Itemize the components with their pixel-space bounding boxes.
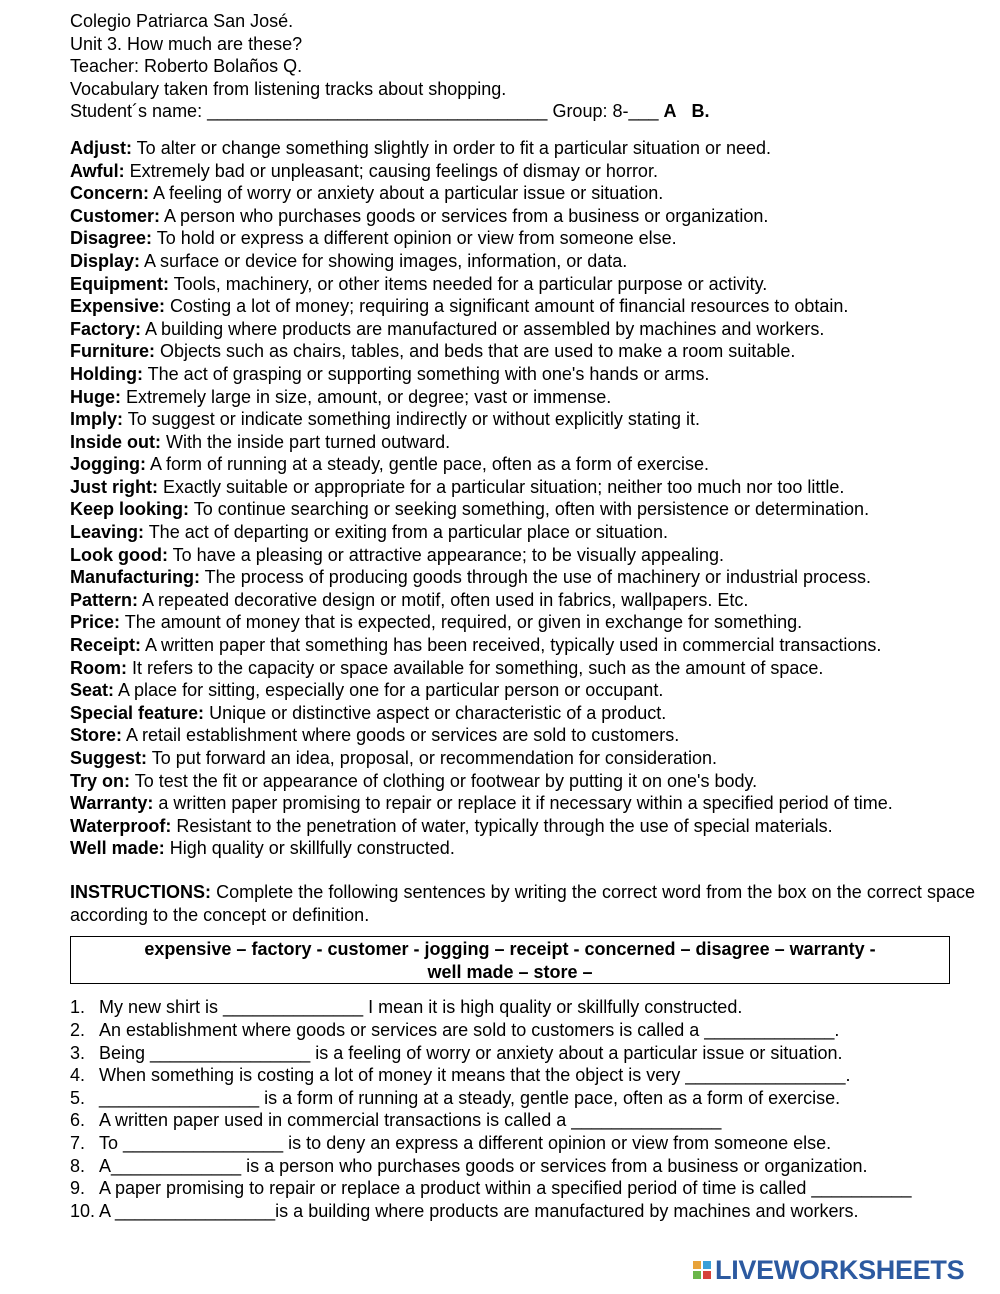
vocab-entry: [70, 498, 975, 521]
vocab-definition: Extremely large in size, amount, or degree; vast or immense.: [121, 386, 612, 407]
vocab-entry: [70, 657, 975, 680]
vocab-term: Well made:: [70, 838, 165, 859]
vocab-definition: A repeated decorative design or motif, often used in fabrics, wallpapers. Etc.: [138, 589, 749, 610]
worksheet-header: [70, 10, 975, 123]
vocab-definition: Exactly suitable or appropriate for a particular situation; neither too much nor too little.: [158, 476, 845, 497]
question-text[interactable]: A_____________ is a person who purchases goods or services from a business or organization.: [99, 1155, 868, 1176]
vocab-term: Furniture:: [70, 341, 155, 362]
vocab-term: Seat:: [70, 680, 115, 701]
word-box-line: well made – store –: [427, 961, 593, 982]
question-item: [70, 1064, 975, 1087]
question-number: 4.: [70, 1065, 86, 1086]
vocab-entry: [70, 837, 975, 860]
vocab-note: Vocabulary taken from listening tracks about shopping.: [70, 78, 507, 99]
vocab-term: Keep looking:: [70, 499, 190, 520]
vocab-term: Jogging:: [70, 454, 146, 475]
student-line: [70, 100, 975, 123]
vocab-definition: A surface or device for showing images, information, or data.: [140, 250, 628, 271]
question-text[interactable]: Being ________________ is a feeling of worry or anxiety about a particular issue or situation.: [99, 1042, 843, 1063]
question-text[interactable]: A paper promising to repair or replace a product within a specified period of time is called __________: [99, 1178, 912, 1199]
vocab-entry: [70, 318, 975, 341]
vocab-definition: To suggest or indicate something indirectly or without explicitly stating it.: [123, 409, 700, 430]
vocab-entry: [70, 250, 975, 273]
vocab-term: Look good:: [70, 544, 168, 565]
vocab-entry: [70, 521, 975, 544]
question-text[interactable]: When something is costing a lot of money it means that the object is very ________________.: [99, 1065, 851, 1086]
question-number: 8.: [70, 1155, 86, 1176]
question-number: 7.: [70, 1132, 86, 1153]
vocab-definition: A form of running at a steady, gentle pace, often as a form of exercise.: [145, 454, 709, 475]
question-text[interactable]: To ________________ is to deny an express a different opinion or view from someone else.: [99, 1132, 832, 1153]
question-number: 10.: [70, 1200, 96, 1221]
vocab-term: Manufacturing:: [70, 567, 200, 588]
question-number: 9.: [70, 1178, 86, 1199]
vocab-entry: [70, 611, 975, 634]
logo-text: LIVEWORKSHEETS: [715, 1254, 965, 1285]
question-number: 5.: [70, 1087, 86, 1108]
vocab-entry: [70, 815, 975, 838]
vocab-entry: [70, 453, 975, 476]
vocab-definition: A building where products are manufactured or assembled by machines and workers.: [141, 318, 825, 339]
vocab-term: Huge:: [70, 386, 121, 407]
vocab-term: Awful:: [70, 160, 125, 181]
vocab-term: Try on:: [70, 770, 131, 791]
question-item: [70, 1155, 975, 1178]
vocab-term: Display:: [70, 250, 141, 271]
vocab-term: Disagree:: [70, 228, 153, 249]
vocab-entry: [70, 634, 975, 657]
question-item: [70, 996, 975, 1019]
unit-title: Unit 3. How much are these?: [70, 33, 303, 54]
vocab-entry: [70, 566, 975, 589]
vocab-definition: It refers to the capacity or space available for something, such as the amount of space.: [127, 657, 824, 678]
vocab-entry: [70, 544, 975, 567]
vocab-definition: High quality or skillfully constructed.: [164, 838, 455, 859]
vocabulary-list: [70, 137, 975, 860]
vocab-term: Concern:: [70, 183, 150, 204]
question-item: [70, 1132, 975, 1155]
vocab-term: Receipt:: [70, 635, 142, 656]
vocab-entry: [70, 589, 975, 612]
question-number: 2.: [70, 1019, 86, 1040]
vocab-entry: [70, 792, 975, 815]
vocab-entry: [70, 205, 975, 228]
vocab-entry: [70, 363, 975, 386]
question-list: [70, 996, 975, 1222]
vocab-term: Just right:: [70, 476, 158, 497]
vocab-term: Room:: [70, 657, 127, 678]
question-item: [70, 1200, 975, 1223]
question-text[interactable]: A ________________is a building where products are manufactured by machines and workers.: [99, 1200, 859, 1221]
word-box: [70, 936, 950, 984]
vocab-entry: [70, 386, 975, 409]
vocab-term: Factory:: [70, 318, 142, 339]
vocab-term: Suggest:: [70, 748, 148, 768]
question-text[interactable]: My new shirt is ______________ I mean it is high quality or skillfully constructed.: [99, 997, 743, 1018]
vocab-definition: The act of grasping or supporting something with one's hands or arms.: [142, 363, 710, 384]
vocab-entry: [70, 273, 975, 296]
vocab-term: Warranty:: [70, 793, 154, 814]
vocab-definition: Objects such as chairs, tables, and beds that are used to make a room suitable.: [155, 341, 796, 362]
vocab-definition: The amount of money that is expected, required, or given in exchange for something.: [120, 612, 803, 633]
vocab-term: Equipment:: [70, 273, 169, 294]
question-number: 1.: [70, 997, 86, 1018]
vocab-definition: With the inside part turned outward.: [161, 431, 451, 452]
vocab-term: Expensive:: [70, 296, 166, 317]
vocab-entry: [70, 295, 975, 318]
vocab-definition: To test the fit or appearance of clothing or footwear by putting it on one's body.: [130, 770, 758, 791]
vocab-entry: [70, 702, 975, 725]
question-item: [70, 1087, 975, 1110]
vocab-entry: [70, 431, 975, 454]
vocab-definition: Tools, machinery, or other items needed for a particular purpose or activity.: [169, 273, 768, 294]
vocab-entry: [70, 340, 975, 363]
vocab-definition: a written paper promising to repair or replace it if necessary within a specified period of time.: [153, 793, 893, 814]
vocab-term: Store:: [70, 725, 123, 746]
question-number: 6.: [70, 1110, 86, 1131]
vocab-definition: To alter or change something slightly in order to fit a particular situation or need.: [132, 137, 772, 158]
vocab-term: Customer:: [70, 205, 161, 226]
vocab-term: Special feature:: [70, 702, 205, 723]
vocab-definition: Unique or distinctive aspect or characteristic of a product.: [204, 702, 667, 723]
vocab-definition: Resistant to the penetration of water, typically through the use of special materials.: [171, 815, 833, 836]
vocab-term: Pattern:: [70, 589, 139, 610]
question-text[interactable]: A written paper used in commercial transactions is called a _______________: [99, 1110, 722, 1131]
group-a: A: [663, 101, 677, 122]
vocab-entry: [70, 679, 975, 702]
vocab-definition: A place for sitting, especially one for a particular person or occupant.: [114, 680, 664, 701]
vocab-entry: [70, 747, 975, 770]
vocab-entry: [70, 476, 975, 499]
question-item: [70, 1019, 975, 1042]
group-b: B.: [691, 101, 710, 122]
liveworksheets-logo: [693, 1255, 964, 1285]
vocab-definition: A written paper that something has been received, typically used in commercial transactions.: [141, 635, 882, 656]
vocab-term: Holding:: [70, 363, 143, 384]
vocab-definition: Extremely bad or unpleasant; causing feelings of dismay or horror.: [124, 160, 658, 181]
vocab-definition: A feeling of worry or anxiety about a particular issue or situation.: [149, 183, 664, 204]
vocab-definition: Costing a lot of money; requiring a significant amount of financial resources to obtain.: [165, 296, 849, 317]
vocab-definition: To continue searching or seeking something, often with persistence or determination.: [189, 499, 870, 520]
worksheet-page: [70, 10, 975, 1222]
vocab-entry: [70, 227, 975, 250]
vocab-entry: [70, 160, 975, 183]
vocab-term: Price:: [70, 612, 121, 633]
vocab-entry: [70, 137, 975, 160]
question-item: [70, 1042, 975, 1065]
school-name: Colegio Patriarca San José.: [70, 11, 294, 31]
vocab-definition: The act of departing or exiting from a particular place or situation.: [144, 522, 668, 543]
vocab-definition: To have a pleasing or attractive appearance; to be visually appealing.: [167, 544, 725, 565]
vocab-definition: The process of producing goods through the use of machinery or industrial process.: [200, 567, 872, 588]
vocab-term: Inside out:: [70, 431, 161, 452]
vocab-definition: A person who purchases goods or services from a business or organization.: [160, 205, 769, 226]
teacher-name: Teacher: Roberto Bolaños Q.: [70, 56, 303, 77]
question-item: [70, 1109, 975, 1132]
vocab-definition: To hold or express a different opinion or view from someone else.: [152, 228, 677, 249]
question-item: [70, 1177, 975, 1200]
word-box-line: expensive – factory - customer - jogging – receipt - concerned – disagree – warranty -: [144, 939, 876, 960]
question-number: 3.: [70, 1042, 86, 1063]
student-name-field[interactable]: Student´s name: __________________________________ Group: 8-___: [70, 101, 659, 122]
vocab-definition: A retail establishment where goods or services are sold to customers.: [122, 725, 680, 746]
vocab-entry: [70, 182, 975, 205]
instructions-text: Complete the following sentences by writing the correct word from the box on the correct space according to the concept or definition.: [70, 881, 975, 925]
question-text[interactable]: ________________ is a form of running at a steady, gentle pace, often as a form of exercise.: [99, 1087, 841, 1108]
vocab-term: Waterproof:: [70, 815, 172, 836]
question-text[interactable]: An establishment where goods or services are sold to customers is called a _____________.: [99, 1019, 840, 1040]
vocab-definition: To put forward an idea, proposal, or recommendation for consideration.: [147, 748, 718, 768]
instructions: [70, 881, 975, 926]
vocab-term: Leaving:: [70, 522, 145, 543]
vocab-term: Adjust:: [70, 137, 132, 158]
vocab-entry: [70, 770, 975, 793]
instructions-label: INSTRUCTIONS:: [70, 881, 211, 902]
logo-mark-icon: [693, 1261, 711, 1279]
vocab-term: Imply:: [70, 409, 124, 430]
vocab-entry: [70, 724, 975, 747]
vocab-entry: [70, 408, 975, 431]
